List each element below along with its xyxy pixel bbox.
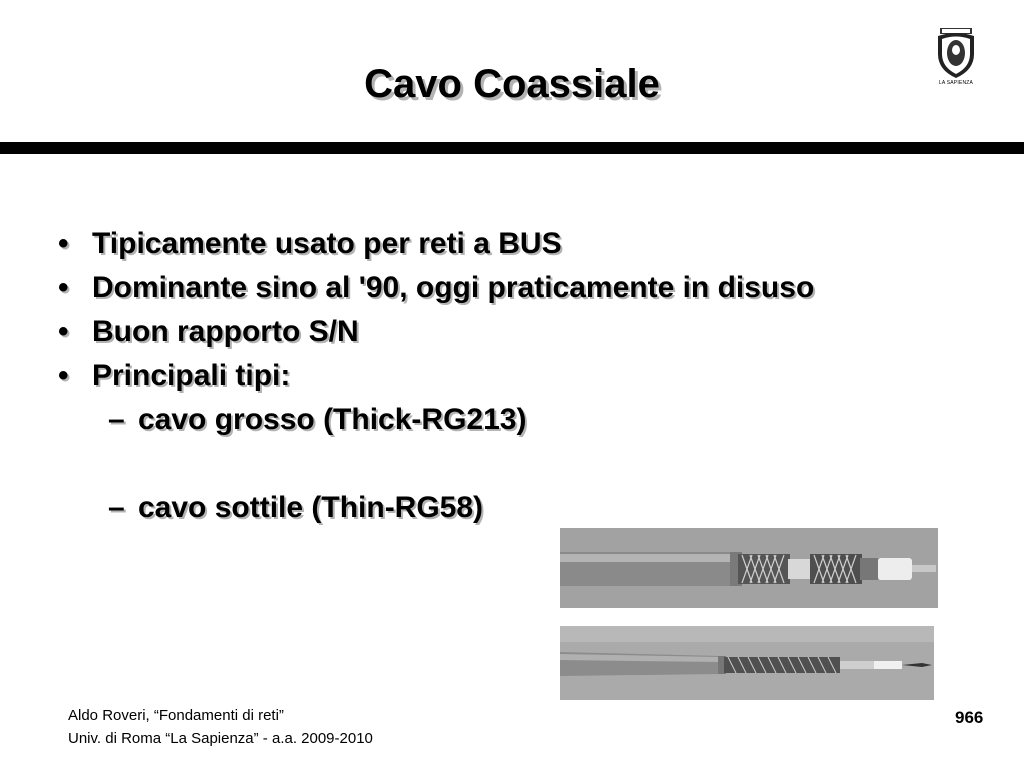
dash-marker: –	[108, 403, 125, 436]
bullet-marker: •	[58, 227, 69, 260]
sapienza-seal-icon	[932, 26, 980, 80]
slide-title: Cavo Coassiale	[364, 62, 660, 106]
thick-coax-cable-photo	[560, 528, 938, 608]
bullet-text: Tipicamente usato per reti a BUS	[92, 227, 562, 260]
footer-university: Univ. di Roma “La Sapienza” - a.a. 2009-2010	[68, 730, 373, 747]
bullet-marker: •	[58, 271, 69, 304]
bullet-text: Dominante sino al '90, oggi praticamente in disuso	[92, 271, 815, 304]
page-number: 966	[955, 708, 984, 727]
sub-bullet-text: cavo sottile (Thin-RG58)	[138, 491, 484, 524]
bullet-marker: •	[58, 359, 69, 392]
sub-bullet-text: cavo grosso (Thick-RG213)	[138, 403, 527, 436]
bullet-text: Buon rapporto S/N	[92, 315, 359, 348]
dash-marker: –	[108, 491, 125, 524]
university-logo	[932, 26, 980, 90]
bullet-marker: •	[58, 315, 69, 348]
logo-caption: LA SAPIENZA	[938, 80, 974, 86]
footer-author: Aldo Roveri, “Fondamenti di reti”	[68, 707, 284, 724]
bullet-text: Principali tipi:	[92, 359, 291, 392]
title-divider	[0, 142, 1024, 154]
thin-coax-cable-photo	[560, 626, 934, 700]
